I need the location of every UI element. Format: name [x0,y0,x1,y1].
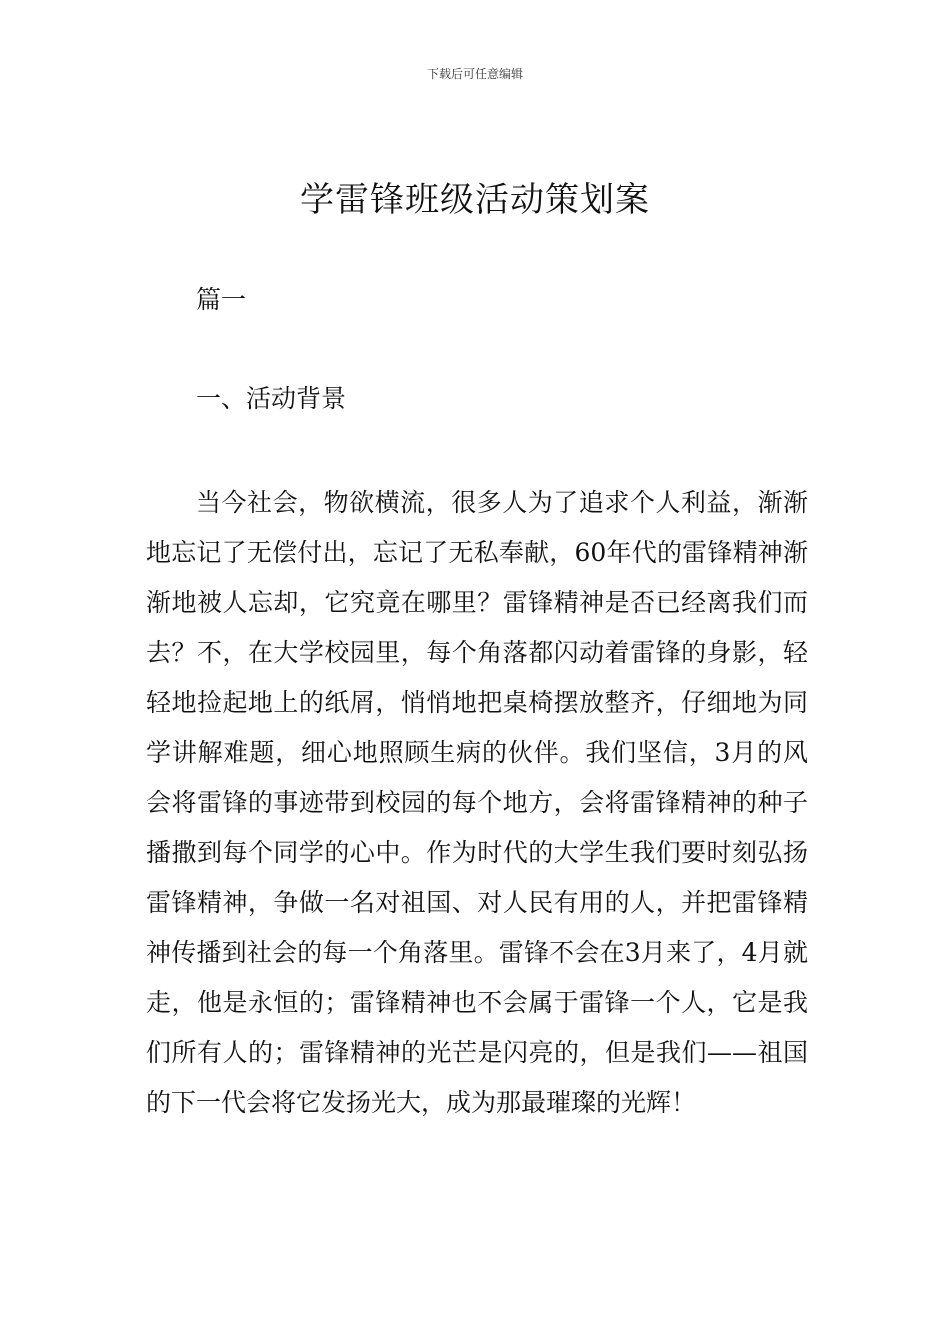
body-paragraph: 当今社会，物欲横流，很多人为了追求个人利益，渐渐地忘记了无偿付出，忘记了无私奉献，60年代的雷锋精神渐渐地被人忘却，它究竟在哪里？雷锋精神是否已经离我们而去？不，在大学校园里，每个角落都闪动着雷锋的身影，轻轻地捡起地上的纸屑，悄悄地把桌椅摆放整齐，仔细地为同学讲解难题，细心地照顾生病的伙伴。我们坚信，3月的风会将雷锋的事迹带到校园的每个地方，会将雷锋精神的种子播撒到每个同学的心中。作为时代的大学生我们要时刻弘扬雷锋精神，争做一名对祖国、对人民有用的人，并把雷锋精神传播到社会的每一个角落里。雷锋不会在3月来了，4月就走，他是永恒的；雷锋精神也不会属于雷锋一个人，它是我们所有人的；雷锋精神的光芒是闪亮的，但是我们——祖国的下一代会将它发扬光大，成为那最璀璨的光辉！ [146,488,808,1117]
part-label: 篇一 [196,285,247,314]
document-title: 学雷锋班级活动策划案 [300,180,650,220]
header-note: 下载后可任意编辑 [426,67,523,81]
section-heading: 一、活动背景 [196,384,347,413]
